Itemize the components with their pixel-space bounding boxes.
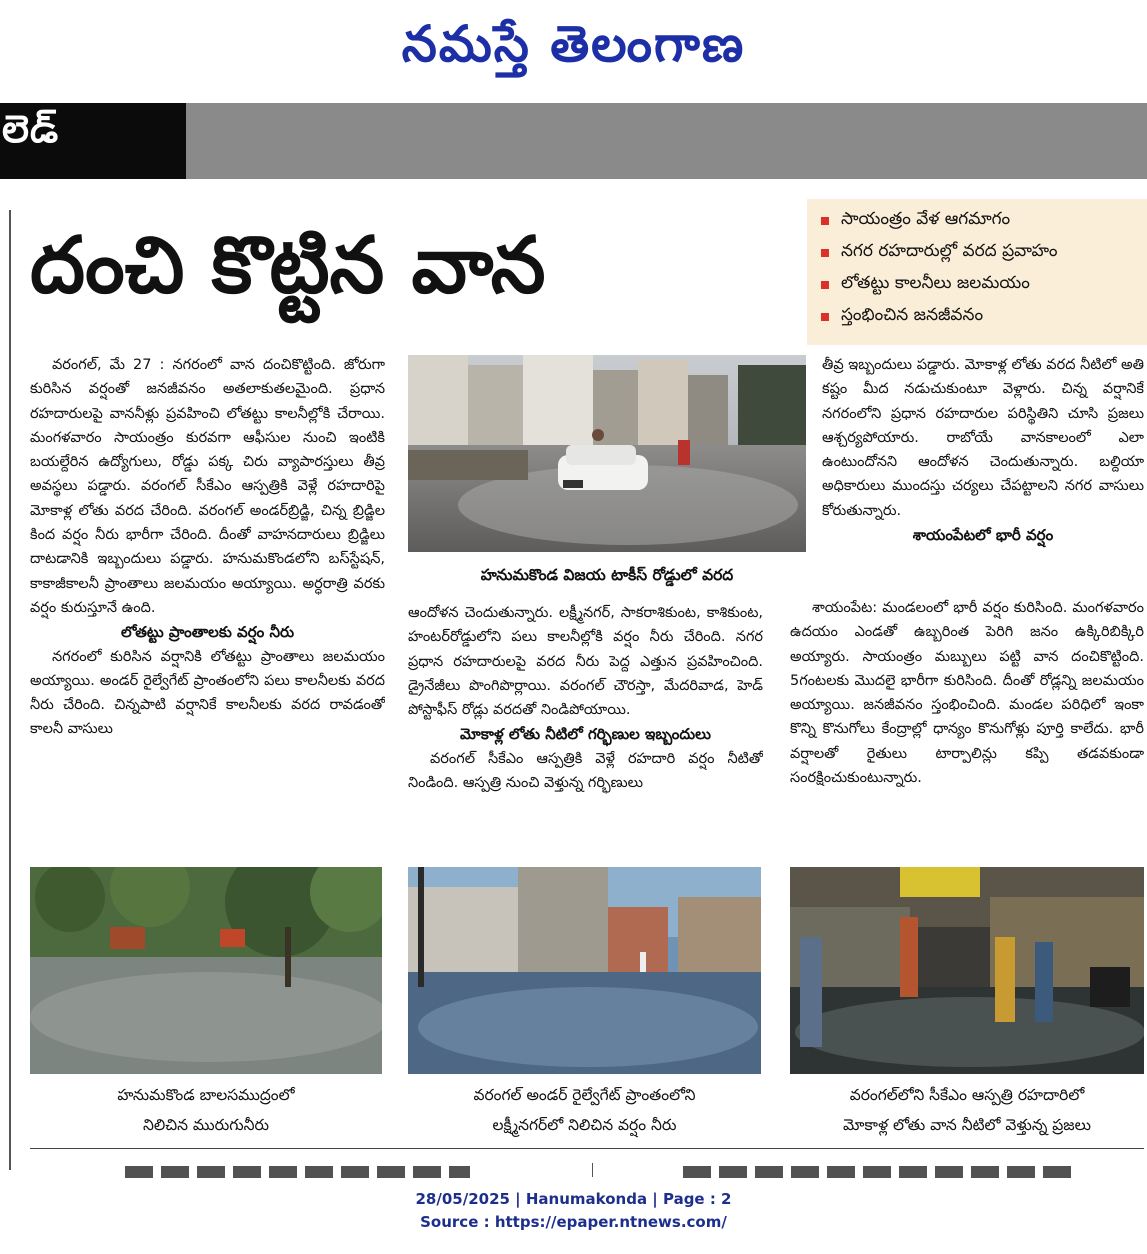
photo-caption: హనుమకొండ బాలసముద్రంలో నిలిచిన మురుగునీరు	[117, 1086, 295, 1134]
article-paragraph: నగరంలో కురిసిన వర్షానికి లోతట్టు ప్రాంతాలు జలమయం అయ్యాయి. అండర్ రైల్వేగేట్ ప్రాంతంలోని పలు కాలనీలకు వరద నీరు చేరింది. చిన్నపాటి వర్షానికే కాలనీలకు వరద రావడంతో కాలనీ వాసులు	[30, 648, 385, 738]
section-divider	[30, 1148, 1144, 1149]
section-band-label: లెడ్	[2, 107, 60, 151]
cut-off-headline-right	[683, 1166, 1078, 1178]
photo-vijaya-talkies-road	[408, 355, 806, 552]
photo-caption: వరంగల్‌లోని సీకేఎం ఆస్పత్రి రహదారిలో మోకాళ్ల లోతు వాన నీటిలో వెళ్తున్న ప్రజలు	[843, 1086, 1091, 1134]
photo-lakshminagar	[408, 867, 761, 1074]
photo-caption: వరంగల్ అండర్ రైల్వేగేట్ ప్రాంతంలోని లక్ష్మీనగర్‌లో నిలిచిన వర్షం నీరు	[473, 1086, 696, 1134]
bullet-square-icon	[821, 249, 829, 257]
article-subheading: శాయంపేటలో భారీ వర్షం	[912, 526, 1054, 545]
article-paragraph: ఆందోళన చెందుతున్నారు. లక్ష్మీనగర్, సాకరాశికుంట, కాశికుంట, హంటర్‌రోడ్డులోని పలు కాలనీల్లోకి వర్షం నీరు చేరింది. నగర ప్రధాన రహదారులపై వరద నీరు పెద్ద ఎత్తున ప్రవహించింది. డ్రైనేజీలు పొంగిపొర్లాయి. వరంగల్ చౌరస్తా, మేదరివాడ, హెడ్ పోస్టాఫీస్ రోడ్లు వరదతో నిండిపోయాయి.	[408, 605, 763, 719]
photo-ckm-hospital-road	[790, 867, 1144, 1074]
bullet-square-icon	[821, 217, 829, 225]
article-paragraph: వరంగల్ సీకేఎం ఆస్పత్రికి వెళ్లే రహదారి వర్షం నీటితో నిండింది. ఆస్పత్రి నుంచి వెళ్తున్న గర్భిణులు	[408, 750, 763, 792]
highlight-item: సాయంత్రం వేళ ఆగమాగం	[821, 205, 1137, 237]
article-subheading: మోకాళ్ల లోతు నీటిలో గర్భిణుల ఇబ్బందులు	[460, 725, 711, 744]
page-left-rule	[9, 210, 11, 1170]
epaper-footer	[0, 1188, 1147, 1234]
masthead-logo: నమస్తే తెలంగాణ	[401, 14, 746, 73]
article-paragraph: వరంగల్, మే 27 : నగరంలో వాన దంచికొట్టింది. జోరుగా కురిసిన వర్షంతో జనజీవనం అతలాకుతలమైంది. ప్రధాన రహదారులపై వాననీళ్లు ప్రవహించి లోతట్టు కాలనీల్లోకి చేరాయి. మంగళవారం సాయంత్రం కురవగా ఆఫీసుల నుంచి ఇంటికి బయల్దేరిన ఉద్యోగులు, రోడ్డు పక్క చిరు వ్యాపారస్తులు తీవ్ర అవస్థలు పడ్డారు. వరంగల్ సీకేఎం ఆస్పత్రికి వెళ్లే రహదారిపై మోకాళ్ల లోతు వరద చేరింది. వరంగల్ అండర్‌బ్రిడ్జి, చిన్న బ్రిడ్జిల కింద వర్షం నీరు భారీగా చేరింది. దీంతో వాహనదారులు బ్రిడ్జిలు దాటడానికి ఇబ్బందులు పడ్డారు. హనుమకొండలోని బస్‌స్టేషన్, కాకాజీకాలనీ ప్రాంతాలు జలమయం అయ్యాయి. అర్ధరాత్రి వరకు వర్షం కురుస్తూనే ఉంది.	[30, 357, 385, 616]
masthead	[0, 0, 1147, 100]
colony-flood-image	[408, 867, 761, 1074]
cut-off-headline-left	[125, 1166, 470, 1178]
photo-balasamudram	[30, 867, 382, 1074]
stagnant-water-image	[30, 867, 382, 1074]
bullet-square-icon	[821, 281, 829, 289]
bullet-square-icon	[821, 313, 829, 321]
headline: దంచి కొట్టిన వాన	[30, 221, 546, 311]
photo-caption: హనుమకొండ విజయ టాకీస్ రోడ్డులో వరద	[480, 566, 734, 584]
article-column-2	[408, 601, 763, 859]
flooded-street-image	[408, 355, 806, 552]
highlights-box	[807, 199, 1147, 345]
footer-source-link[interactable]: Source : https://epaper.ntnews.com/	[420, 1213, 727, 1231]
footer-date-page: 28/05/2025 | Hanumakonda | Page : 2	[415, 1190, 732, 1208]
highlight-item: లోతట్టు కాలనీలు జలమయం	[821, 269, 1137, 301]
article-paragraph: తీవ్ర ఇబ్బందులు పడ్డారు. మోకాళ్ల లోతు వరద నీటిలో అతి కష్టం మీద నడుచుకుంటూ వెళ్లారు. చిన్న వర్షానికే నగరంలోని ప్రధాన రహదారుల పరిస్థితిని చూసి ప్రజలు ఆశ్చర్యపోయారు. రాబోయే వానకాలంలో ఎలా ఉంటుందోనని ఆందోళన చెందుతున్నారు. బల్దియా అధికారులు ముందస్తు చర్యలు చేపట్టాలని నగర వాసులు కోరుతున్నారు.	[822, 357, 1144, 519]
highlight-item: స్తంభించిన జనజీవనం	[821, 301, 1137, 333]
article-column-3b	[790, 596, 1144, 859]
article-paragraph: శాయంపేట: మండలంలో భారీ వర్షం కురిసింది. మంగళవారం ఉదయం ఎండతో ఉబ్బరింత పెరిగి జనం ఉక్కిరిబిక్కిరి అయ్యారు. సాయంత్రం మబ్బులు పట్టి వాన దంచికొట్టింది. 5గంటలకు మొదలై భారీగా కురిసింది. దీంతో రోడ్లన్ని జలమయం అయ్యాయి. జనజీవనం స్తంభించింది. మండల పరిధిలో ఇంకా కొన్ని కొనుగోలు కేంద్రాల్లో ధాన్యం కొనుగోళ్లు పూర్తి కాలేదు. భారీ వర్షాలతో రైతులు టార్పాలిన్లు కప్పి తడవకుండా సంరక్షించుకుంటున్నారు.	[790, 600, 1144, 787]
market-flood-image	[790, 867, 1144, 1074]
article-column-1	[30, 353, 385, 859]
section-band-label-box	[0, 103, 186, 179]
highlight-item: నగర రహదారుల్లో వరద ప్రవాహం	[821, 237, 1137, 269]
article-subheading: లోతట్టు ప్రాంతాలకు వర్షం నీరు	[120, 623, 295, 642]
column-divider	[592, 1163, 593, 1177]
